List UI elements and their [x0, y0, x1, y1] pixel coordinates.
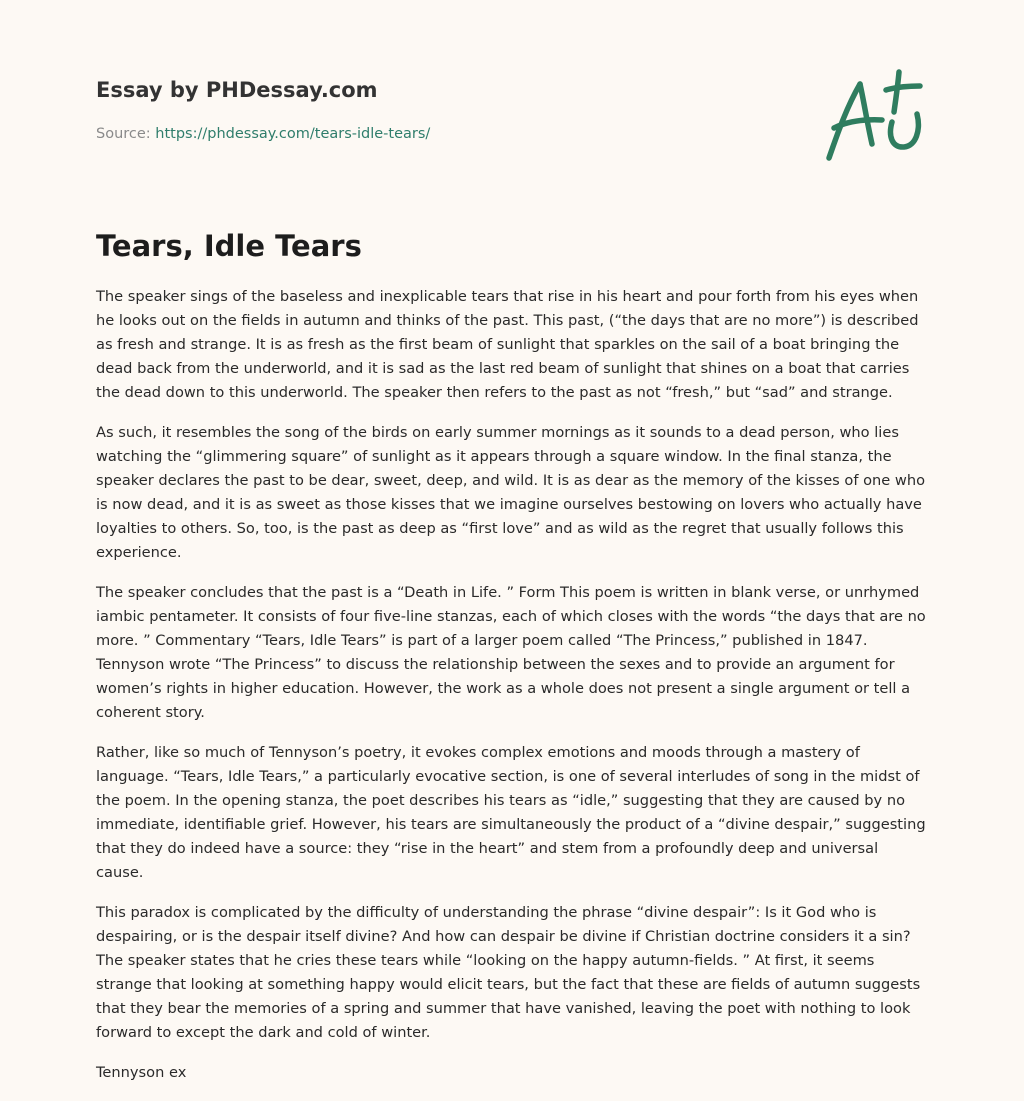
essay-paragraph: The speaker sings of the baseless and inexplicable tears that rise in his heart and pour forth from his eyes when he looks out on the fields in autumn and thinks of the past. This past, (“the days that are no more”) is described as fresh and strange. It is as fresh as the first beam of sunlight that sparkles on the sail of a boat bringing the dead back from the underworld, and it is sad as the last red beam of sunlight that shines on a boat that carries the dead down to this underworld. The speaker then refers to the past as not “fresh,” but “sad” and strange.	[96, 288, 919, 401]
source-link[interactable]: https://phdessay.com/tears-idle-tears/	[155, 126, 431, 142]
source-line	[96, 124, 430, 144]
essay-title: Tears, Idle Tears	[96, 229, 362, 263]
essay-paragraph: Rather, like so much of Tennyson’s poetry, it evokes complex emotions and moods through a mastery of language. “Tears, Idle Tears,” a particularly evocative section, is one of several interludes of song in the midst of the poem. In the opening stanza, the poet describes his tears as “idle,” suggesting that they are caused by no immediate, identifiable grief. However, his tears are simultaneously the product of a “divine despair,” suggesting that they do indeed have a source: they “rise in the heart” and stem from a profoundly deep and universal cause.	[96, 744, 926, 881]
essay-header	[96, 76, 430, 144]
a-plus-logo-svg	[822, 68, 930, 168]
essay-paragraph: As such, it resembles the song of the birds on early summer mornings as it sounds to a dead person, who lies watching the “glimmering square” of sunlight as it appears through a square window. In the final stanza, the speaker declares the past to be dear, sweet, deep, and wild. It is as dear as the memory of the kisses of one who is now dead, and it is as sweet as those kisses that we imagine ourselves bestowing on lovers who actually have loyalties to others. So, too, is the past as deep as “first love” and as wild as the regret that usually follows this experience.	[96, 424, 926, 561]
essay-paragraph-truncated: Tennyson ex	[96, 1064, 187, 1081]
essay-paragraph: The speaker concludes that the past is a “Death in Life. ” Form This poem is written in blank verse, or unrhymed iambic pentameter. It consists of four five-line stanzas, each of which closes with the words “the days that are no more. ” Commentary “Tears, Idle Tears” is part of a larger poem called “The Princess,” published in 1847. Tennyson wrote “The Princess” to discuss the relationship between the sexes and to provide an argument for women’s rights in higher education. However, the work as a whole does not present a single argument or tell a coherent story.	[96, 584, 926, 721]
essay-body	[96, 285, 928, 1101]
source-label: Source:	[96, 126, 156, 142]
site-title: Essay by PHDessay.com	[96, 78, 378, 102]
a-plus-grade-icon	[822, 68, 930, 168]
essay-paragraph: This paradox is complicated by the difficulty of understanding the phrase “divine despair”: Is it God who is despairing, or is the despair itself divine? And how can despair be divine if Christian doctrine considers it a sin? The speaker states that he cries these tears while “looking on the happy autumn-fields. ” At first, it seems strange that looking at something happy would elicit tears, but the fact that these are fields of autumn suggests that they bear the memories of a spring and summer that have vanished, leaving the poet with nothing to look forward to except the dark and cold of winter.	[96, 904, 921, 1041]
